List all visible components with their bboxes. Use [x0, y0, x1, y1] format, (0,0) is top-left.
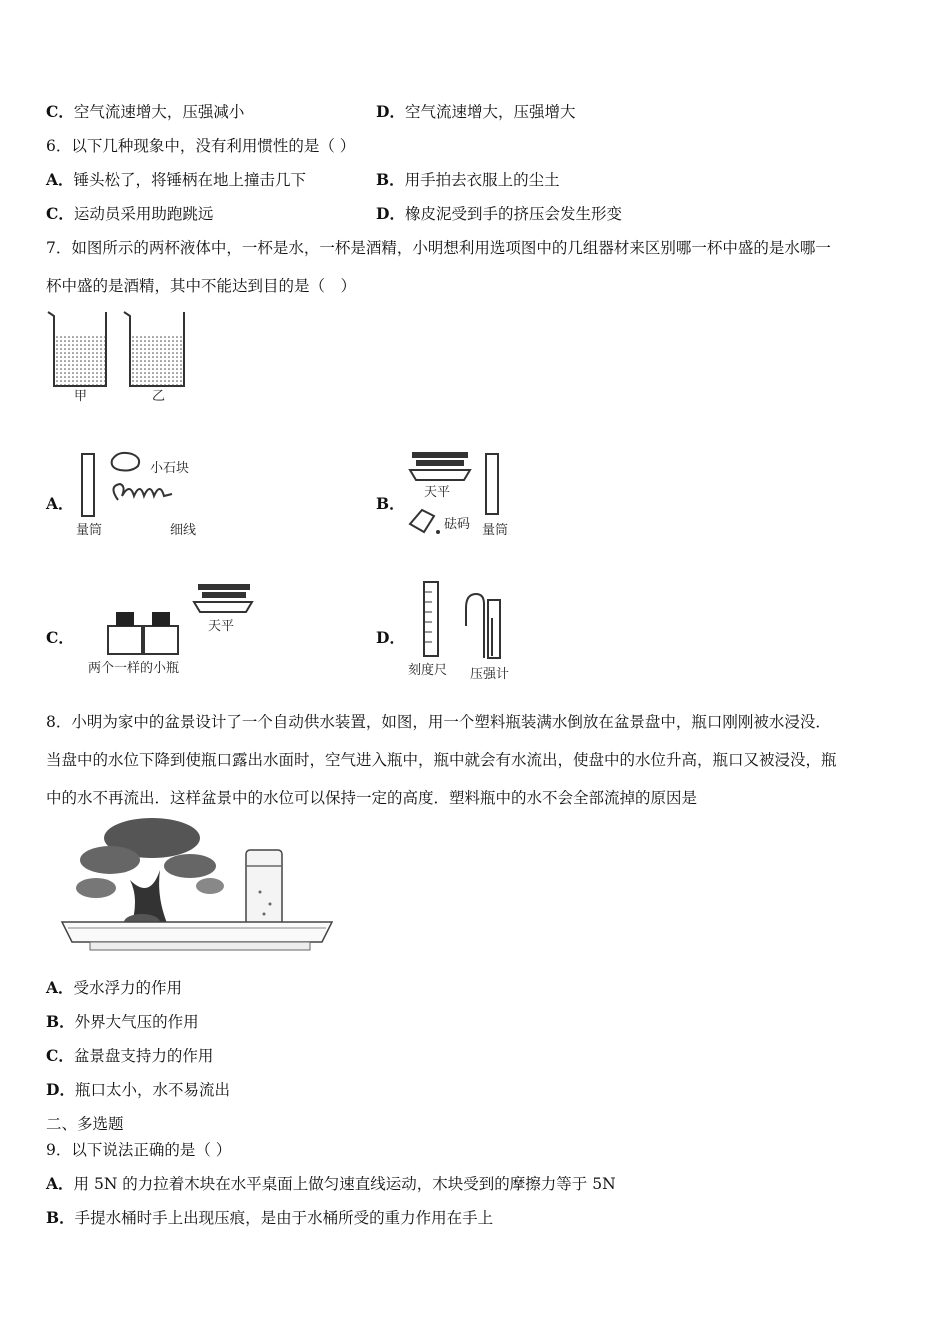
q8-option-b: [46, 1012, 199, 1032]
option-label: A．: [46, 1174, 74, 1193]
option-label: C．: [46, 204, 74, 223]
item-weights: 砝码: [444, 517, 471, 532]
option-text: 橡皮泥受到手的挤压会发生形变: [404, 205, 622, 223]
q6-stem: 6．以下几种现象中，没有利用惯性的是（ ）: [46, 137, 356, 155]
q6-option-c: [46, 204, 213, 224]
beaker-right: [124, 312, 184, 386]
item-thread: 细线: [170, 523, 197, 538]
option-text: 用手拍去衣服上的尘土: [404, 171, 560, 189]
option-a-figure: [72, 448, 212, 542]
item-stone: 小石块: [150, 461, 190, 476]
stone-icon: [112, 453, 139, 471]
tree-icon: [76, 818, 224, 930]
item-balance: 天平: [424, 485, 451, 500]
q7-option-a-label: A．: [46, 494, 74, 513]
option-text: 受水浮力的作用: [73, 979, 183, 997]
q8-stem-line1: 8．小明为家中的盆景设计了一个自动供水装置，如图，用一个塑料瓶装满水倒放在盆景盘中，瓶口刚刚被水浸没．: [46, 713, 831, 731]
q6-option-a: [46, 170, 306, 190]
option-label: C．: [46, 1046, 74, 1065]
q9-stem: 9．以下说法正确的是（ ）: [46, 1141, 232, 1159]
tray-icon: [62, 922, 332, 950]
q5-option-c: [46, 102, 244, 122]
option-text: 锤头松了，将锤柄在地上撞击几下: [73, 171, 307, 189]
cylinder-icon: [486, 454, 498, 514]
item-cylinder: 量筒: [482, 523, 509, 538]
option-text: 空气流速增大，压强增大: [404, 103, 576, 121]
q9-option-a: [46, 1174, 616, 1194]
item-cylinder: 量筒: [76, 523, 103, 538]
option-label: D．: [46, 1080, 75, 1099]
option-label: B．: [46, 1012, 75, 1031]
q7-option-c-label: C．: [46, 628, 74, 647]
option-label: C．: [46, 102, 74, 121]
beaker-right-label: 乙: [152, 389, 166, 404]
beakers-figure: [44, 308, 194, 404]
option-b-figure: [404, 448, 524, 542]
option-text: 盆景盘支持力的作用: [73, 1047, 214, 1065]
option-text: 手提水桶时手上出现压痕，是由于水桶所受的重力作用在手上: [74, 1209, 494, 1227]
item-ruler: 刻度尺: [408, 663, 448, 678]
option-text: 运动员采用助跑跳远: [73, 205, 214, 223]
item-gauge: 压强计: [470, 667, 510, 682]
option-text: 瓶口太小，水不易流出: [74, 1081, 230, 1099]
pressure-gauge-icon: [466, 594, 500, 658]
ruler-icon: [424, 582, 438, 656]
option-label: B．: [46, 1208, 75, 1227]
option-text: 外界大气压的作用: [74, 1013, 199, 1031]
option-c-figure: [84, 580, 264, 680]
bonsai-figure: [60, 814, 336, 958]
bottles-icon: [108, 612, 178, 654]
option-text: 用 5N 的力拉着木块在水平桌面上做匀速直线运动，木块受到的摩擦力等于 5N: [73, 1175, 616, 1193]
thread-icon: [113, 484, 172, 500]
q5-option-d: [376, 102, 575, 122]
q7-stem-line2: 杯中盛的是酒精，其中不能达到目的是（ ）: [46, 277, 357, 295]
beaker-left-label: 甲: [74, 389, 88, 404]
q7-option-d-label: D．: [376, 628, 405, 647]
option-d-figure: [404, 578, 534, 682]
q8-option-a: [46, 978, 182, 998]
q8-option-d: [46, 1080, 230, 1100]
option-label: A．: [46, 978, 74, 997]
section-title: 二、多选题: [46, 1115, 124, 1133]
item-balance: 天平: [208, 619, 235, 634]
q6-option-b: [376, 170, 560, 190]
option-label: D．: [376, 102, 405, 121]
q8-stem-line2: 当盘中的水位下降到使瓶口露出水面时，空气进入瓶中，瓶中就会有水流出，使盘中的水位升高，瓶口又被浸没，瓶: [46, 751, 837, 769]
item-bottles: 两个一样的小瓶: [88, 661, 180, 676]
option-text: 空气流速增大，压强减小: [73, 103, 245, 121]
option-label: B．: [376, 170, 405, 189]
balance-icon: [410, 452, 470, 480]
option-label: D．: [376, 204, 405, 223]
q7-option-b-label: B．: [376, 494, 405, 513]
q7-stem-line1: 7．如图所示的两杯液体中，一杯是水，一杯是酒精，小明想利用选项图中的几组器材来区别哪一杯中盛的是水哪一: [46, 239, 831, 257]
beaker-left: [48, 312, 106, 386]
q6-option-d: [376, 204, 622, 224]
cylinder-icon: [82, 454, 94, 516]
balance-icon: [194, 584, 252, 612]
option-label: A．: [46, 170, 74, 189]
weights-box-icon: [410, 510, 440, 534]
q8-option-c: [46, 1046, 213, 1066]
q9-option-b: [46, 1208, 493, 1228]
q8-stem-line3: 中的水不再流出．这样盆景中的水位可以保持一定的高度．塑料瓶中的水不会全部流掉的原因是: [46, 789, 698, 807]
